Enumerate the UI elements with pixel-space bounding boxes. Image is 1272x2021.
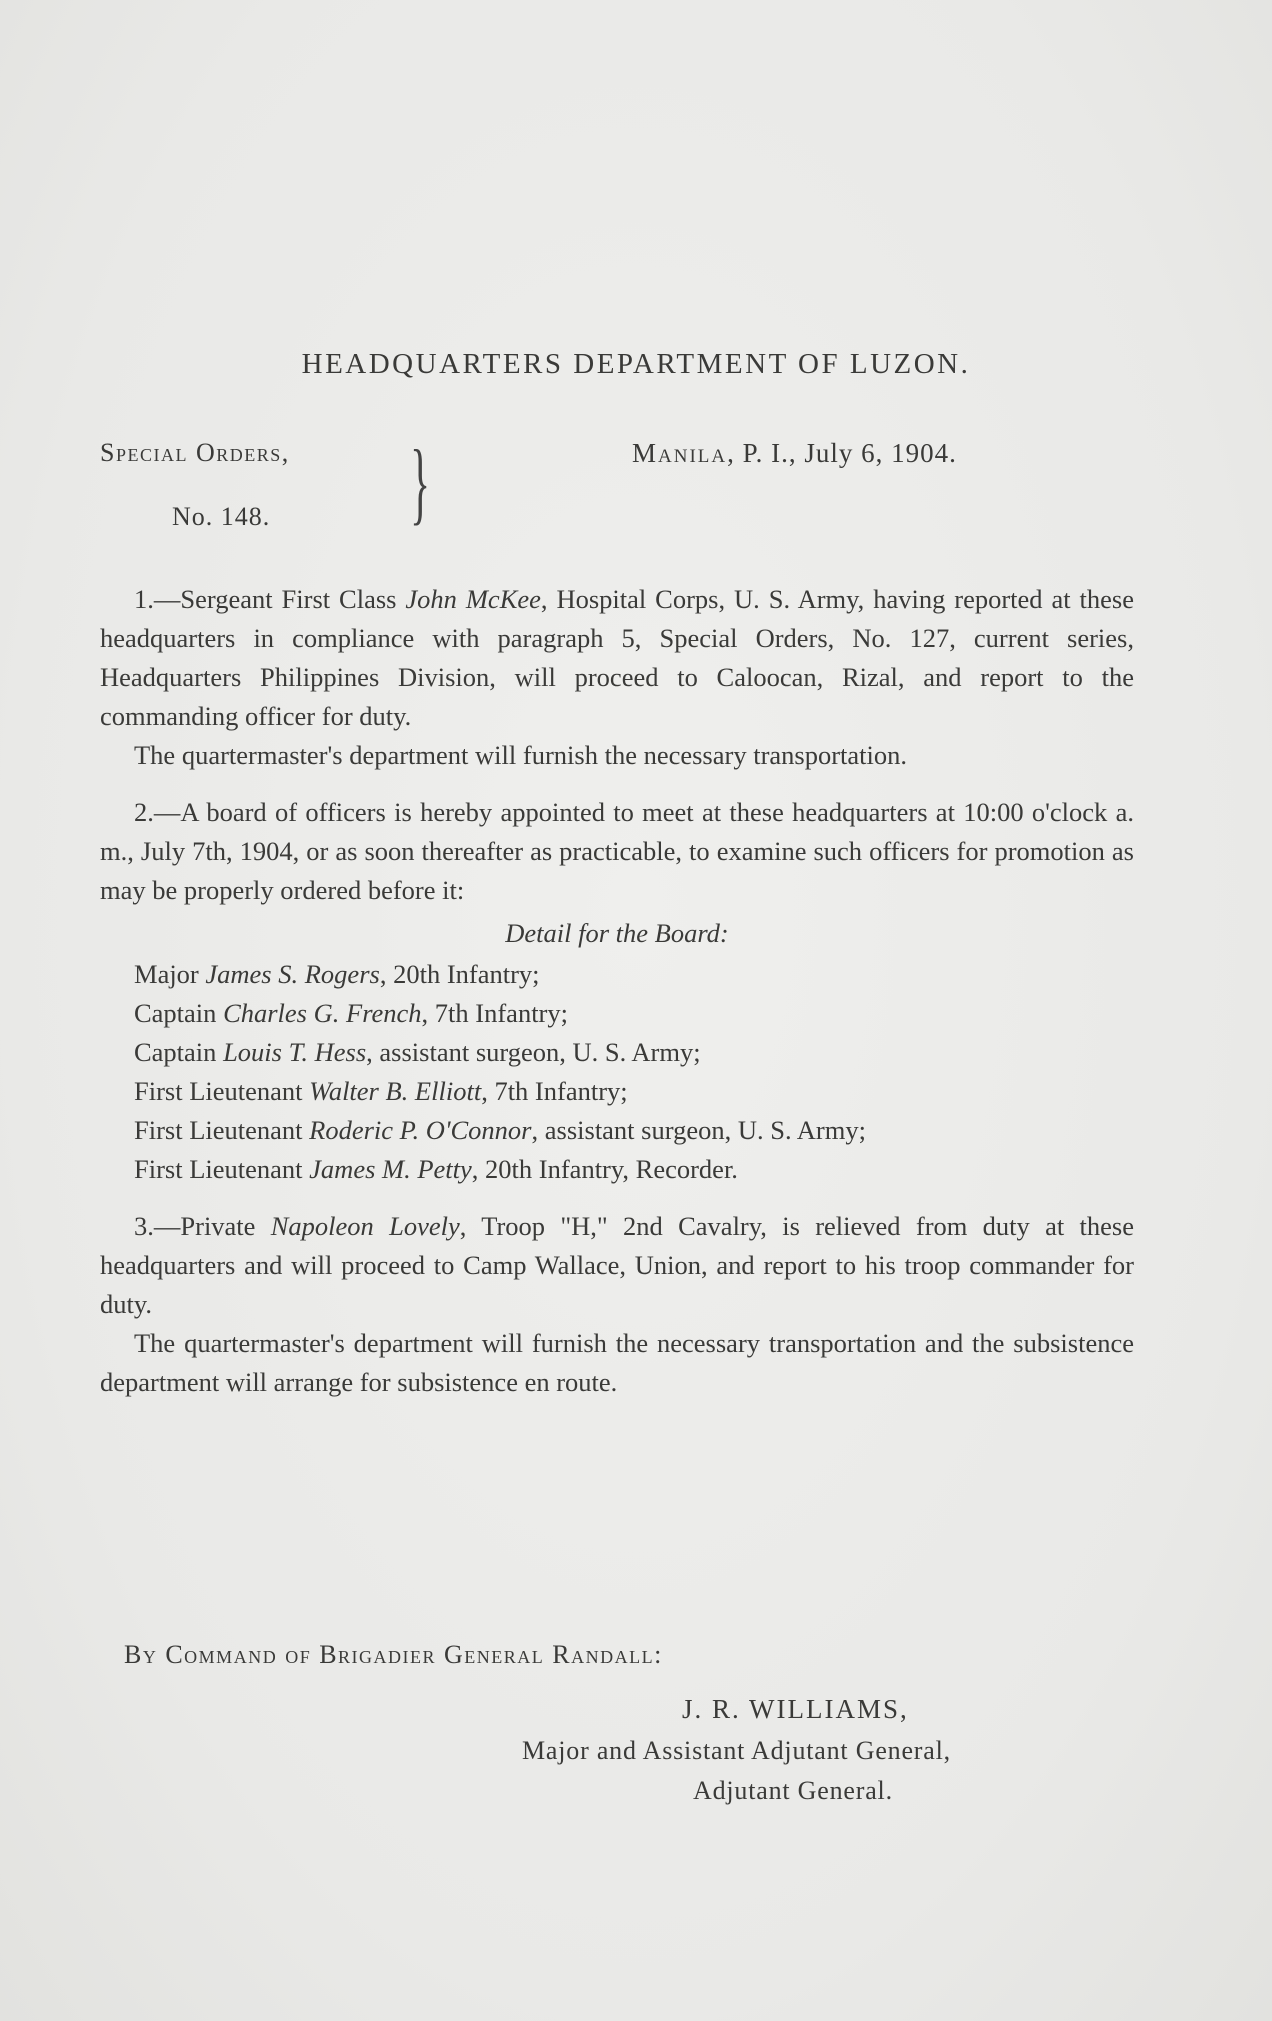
member-detail: , 20th Infantry; [379, 959, 540, 989]
paragraph-3 [100, 1207, 1134, 1324]
paragraph-1-transport: The quartermaster's department will furnish the necessary transportation. [134, 740, 908, 770]
place-and-date [632, 438, 957, 469]
detail-heading: Detail for the Board: [505, 918, 729, 948]
member-name: Roderic P. O'Connor [309, 1115, 532, 1145]
board-member [100, 1072, 1134, 1111]
paragraph-3-transport: The quartermaster's department will furnish the necessary transportation and the subsistence department will arrange for subsistence en route. [100, 1328, 1134, 1397]
place-name: Manila [632, 438, 728, 468]
para3-rest: , Troop "H," 2nd Cavalry, is relieved from duty at these headquarters and will proceed to Camp Wallace, Union, and report to his troop commander for duty. [100, 1211, 1134, 1319]
signatory-name: J. R. WILLIAMS, [682, 1694, 909, 1724]
board-member [100, 1111, 1134, 1150]
member-name: Charles G. French [223, 998, 422, 1028]
member-rank: Captain [134, 998, 224, 1028]
member-detail: , assistant surgeon, U. S. Army; [531, 1115, 866, 1145]
special-orders-label: Special Orders, [100, 438, 290, 467]
brace-mark: } [410, 431, 431, 533]
paragraph-1 [100, 580, 1134, 736]
member-rank: Captain [134, 1037, 224, 1067]
para1-lead: 1.—Sergeant First Class [134, 584, 406, 614]
member-rank: First Lieutenant [134, 1115, 310, 1145]
board-member [100, 1033, 1134, 1072]
paragraph-2: 2.—A board of officers is hereby appointed to meet at these headquarters at 10:00 o'clock a. m., July 7th, 1904, or as soon thereafter as practicable, to examine such officers for promotion as may be properly ordered before it: [100, 797, 1134, 905]
member-name: James S. Rogers [205, 959, 380, 989]
page-title: HEADQUARTERS DEPARTMENT OF LUZON. [301, 348, 971, 380]
para3-lead: 3.—Private [134, 1211, 271, 1241]
special-orders-number: No. 148. [172, 502, 271, 531]
member-name: Walter B. Elliott [309, 1076, 482, 1106]
board-member [100, 994, 1134, 1033]
member-detail: , 7th Infantry; [421, 998, 568, 1028]
board-member [100, 1150, 1134, 1189]
orders-body [100, 580, 1134, 1402]
signatory-title-2: Adjutant General. [693, 1776, 893, 1805]
member-name: James M. Petty [309, 1154, 472, 1184]
board-member [100, 955, 1134, 994]
member-detail: , assistant surgeon, U. S. Army; [366, 1037, 701, 1067]
member-name: Louis T. Hess [223, 1037, 367, 1067]
member-detail: , 20th Infantry, Recorder. [471, 1154, 738, 1184]
date-text: , P. I., July 6, 1904. [727, 438, 957, 468]
member-rank: Major [134, 959, 206, 989]
command-line: By Command of Brigadier General Randall: [124, 1640, 663, 1669]
para1-name: John McKee [405, 584, 541, 614]
para3-name: Napoleon Lovely [270, 1211, 460, 1241]
signatory-title: Major and Assistant Adjutant General, [522, 1736, 951, 1765]
member-detail: , 7th Infantry; [481, 1076, 628, 1106]
member-rank: First Lieutenant [134, 1154, 310, 1184]
para1-rest: , Hospital Corps, U. S. Army, having reported at these headquarters in compliance with paragraph 5, Special Orders, No. 127, current series, Headquarters Philippines Division, will proceed to Caloocan, Rizal, and report to the commanding officer for duty. [100, 584, 1134, 731]
member-rank: First Lieutenant [134, 1076, 310, 1106]
